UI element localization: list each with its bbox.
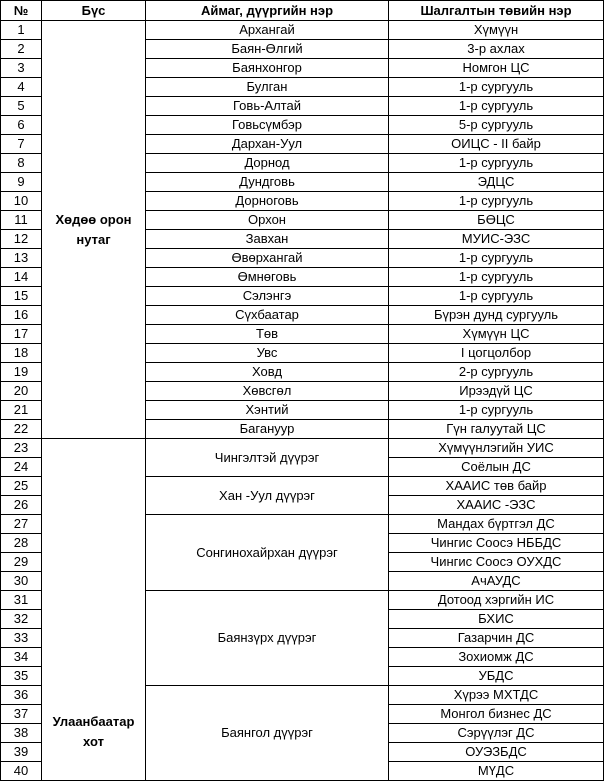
school-name: ХААИС төв байр — [389, 477, 604, 496]
row-number: 20 — [1, 382, 42, 401]
row-number: 36 — [1, 686, 42, 705]
school-name: 2-р сургууль — [389, 363, 604, 382]
aimag-name: Дундговь — [146, 173, 389, 192]
region-cell-city — [42, 439, 146, 781]
row-number: 18 — [1, 344, 42, 363]
header-aimag: Аймаг, дүүргийн нэр — [146, 1, 389, 21]
school-name: Монгол бизнес ДС — [389, 705, 604, 724]
school-name: 1-р сургууль — [389, 268, 604, 287]
row-number: 26 — [1, 496, 42, 515]
row-number: 4 — [1, 78, 42, 97]
aimag-name: Орхон — [146, 211, 389, 230]
school-name: 1-р сургууль — [389, 78, 604, 97]
aimag-name: Говьсүмбэр — [146, 116, 389, 135]
aimag-name: Баян-Өлгий — [146, 40, 389, 59]
school-name: Сэрүүлэг ДС — [389, 724, 604, 743]
school-name: 1-р сургууль — [389, 249, 604, 268]
district-name: Чингэлтэй дүүрэг — [146, 439, 389, 477]
school-name: МҮДС — [389, 762, 604, 781]
school-name: Чингис Соосэ НББДС — [389, 534, 604, 553]
school-name: Бүрэн дунд сургууль — [389, 306, 604, 325]
school-name: 1-р сургууль — [389, 401, 604, 420]
header-school: Шалгалтын төвийн нэр — [389, 1, 604, 21]
row-number: 29 — [1, 553, 42, 572]
school-name: Хүмүүн ЦС — [389, 325, 604, 344]
aimag-name: Увс — [146, 344, 389, 363]
row-number: 37 — [1, 705, 42, 724]
row-number: 15 — [1, 287, 42, 306]
aimag-name: Өмнөговь — [146, 268, 389, 287]
school-name: 1-р сургууль — [389, 97, 604, 116]
aimag-name: Хөвсгөл — [146, 382, 389, 401]
row-number: 24 — [1, 458, 42, 477]
row-number: 11 — [1, 211, 42, 230]
school-name: БХИС — [389, 610, 604, 629]
school-name: МУИС-ЭЗС — [389, 230, 604, 249]
row-number: 28 — [1, 534, 42, 553]
row-number: 27 — [1, 515, 42, 534]
aimag-name: Завхан — [146, 230, 389, 249]
school-name: ОИЦС - II байр — [389, 135, 604, 154]
aimag-name: Багануур — [146, 420, 389, 439]
school-name: 5-р сургууль — [389, 116, 604, 135]
header-region: Бүс — [42, 1, 146, 21]
district-name: Баянгол дүүрэг — [146, 686, 389, 781]
row-number: 17 — [1, 325, 42, 344]
school-name: Дотоод хэргийн ИС — [389, 591, 604, 610]
table-row — [1, 439, 604, 458]
row-number: 2 — [1, 40, 42, 59]
row-number: 10 — [1, 192, 42, 211]
row-number: 9 — [1, 173, 42, 192]
row-number: 13 — [1, 249, 42, 268]
row-number: 6 — [1, 116, 42, 135]
school-name: ЭДЦС — [389, 173, 604, 192]
school-name: Номгон ЦС — [389, 59, 604, 78]
row-number: 8 — [1, 154, 42, 173]
header-row — [1, 1, 604, 21]
region-cell-rural — [42, 21, 146, 439]
district-name: Сонгинохайрхан дүүрэг — [146, 515, 389, 591]
school-name: ОУЭЗБДС — [389, 743, 604, 762]
row-number: 19 — [1, 363, 42, 382]
row-number: 25 — [1, 477, 42, 496]
school-name: I цогцолбор — [389, 344, 604, 363]
row-number: 38 — [1, 724, 42, 743]
row-number: 23 — [1, 439, 42, 458]
school-name: Газарчин ДС — [389, 629, 604, 648]
aimag-name: Сүхбаатар — [146, 306, 389, 325]
row-number: 5 — [1, 97, 42, 116]
row-number: 16 — [1, 306, 42, 325]
school-name: АчАУДС — [389, 572, 604, 591]
aimag-name: Төв — [146, 325, 389, 344]
table-body — [1, 21, 604, 781]
district-name: Хан -Уул дүүрэг — [146, 477, 389, 515]
aimag-name: Говь-Алтай — [146, 97, 389, 116]
school-name: Зохиомж ДС — [389, 648, 604, 667]
row-number: 1 — [1, 21, 42, 40]
aimag-name: Булган — [146, 78, 389, 97]
aimag-name: Сэлэнгэ — [146, 287, 389, 306]
row-number: 30 — [1, 572, 42, 591]
school-name: Гүн галуутай ЦС — [389, 420, 604, 439]
school-name: Хүмүүнлэгийн УИС — [389, 439, 604, 458]
school-name: 1-р сургууль — [389, 154, 604, 173]
row-number: 22 — [1, 420, 42, 439]
row-number: 40 — [1, 762, 42, 781]
row-number: 34 — [1, 648, 42, 667]
row-number: 35 — [1, 667, 42, 686]
region-label: Улаанбаатар хот — [52, 714, 135, 749]
aimag-name: Дорноговь — [146, 192, 389, 211]
school-name: УБДС — [389, 667, 604, 686]
aimag-name: Хэнтий — [146, 401, 389, 420]
school-name: 1-р сургууль — [389, 287, 604, 306]
school-name: 1-р сургууль — [389, 192, 604, 211]
row-number: 7 — [1, 135, 42, 154]
school-name: ХААИС -ЭЗС — [389, 496, 604, 515]
aimag-name: Өвөрхангай — [146, 249, 389, 268]
row-number: 14 — [1, 268, 42, 287]
table-row — [1, 21, 604, 40]
school-name: БӨЦС — [389, 211, 604, 230]
region-label: Хөдөө орон нутаг — [55, 211, 132, 247]
row-number: 31 — [1, 591, 42, 610]
row-number: 21 — [1, 401, 42, 420]
school-name: Хүмүүн — [389, 21, 604, 40]
school-name: Соёлын ДС — [389, 458, 604, 477]
aimag-name: Архангай — [146, 21, 389, 40]
aimag-name: Дархан-Уул — [146, 135, 389, 154]
row-number: 39 — [1, 743, 42, 762]
row-number: 32 — [1, 610, 42, 629]
school-name: Хүрээ МХТДС — [389, 686, 604, 705]
row-number: 33 — [1, 629, 42, 648]
aimag-name: Дорнод — [146, 154, 389, 173]
aimag-name: Ховд — [146, 363, 389, 382]
header-number: № — [1, 1, 42, 21]
district-name: Баянзүрх дүүрэг — [146, 591, 389, 686]
aimag-name: Баянхонгор — [146, 59, 389, 78]
row-number: 12 — [1, 230, 42, 249]
school-name: Ирээдүй ЦС — [389, 382, 604, 401]
school-name: 3-р ахлах — [389, 40, 604, 59]
school-name: Мандах бүртгэл ДС — [389, 515, 604, 534]
school-name: Чингис Соосэ ОУХДС — [389, 553, 604, 572]
row-number: 3 — [1, 59, 42, 78]
